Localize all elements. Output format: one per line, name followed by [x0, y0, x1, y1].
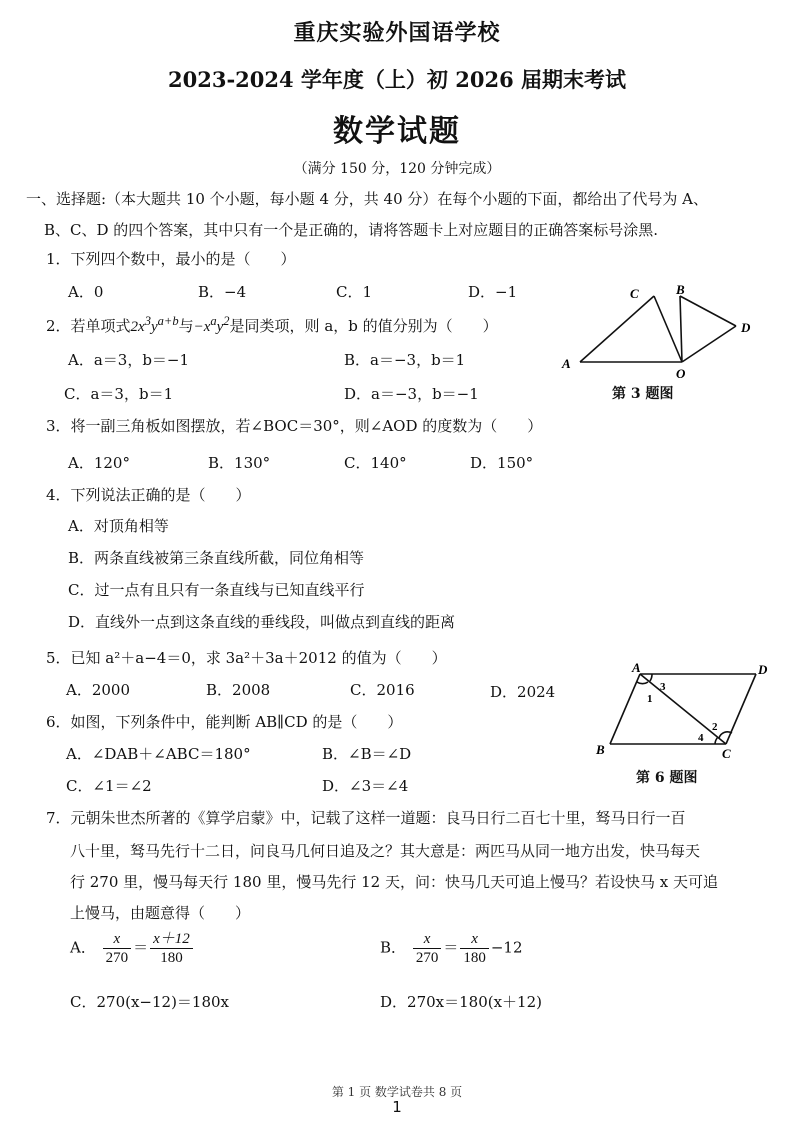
q7-text-line2: 八十里，驽马先行十二日，问良马几何日追及之？其大意是：两匹马从同一地方出发，快马每天	[70, 842, 701, 860]
q1-option-b: B．−4	[198, 283, 247, 301]
q7-b-num-right: x	[460, 930, 489, 949]
q7-text-line3: 行 270 里，慢马每天行 180 里，慢马先行 12 天，问：快马几天可追上慢马？若设快马 x 天可追	[70, 873, 718, 891]
q3-option-c: C．140°	[344, 454, 407, 472]
q7-option-b	[380, 930, 522, 967]
fig3-label-d: D	[741, 320, 751, 335]
q4-option-b: B．两条直线被第三条直线所截，同位角相等	[68, 549, 365, 567]
q7-a-den-left: 270	[105, 950, 129, 966]
fig6-angle-1: 1	[647, 693, 653, 705]
page-footer: 第 1 页 数学试卷共 8 页	[331, 1085, 463, 1099]
q3-option-b: B．130°	[208, 454, 271, 472]
q4-option-a: A．对顶角相等	[68, 517, 169, 535]
section-instructions-line2: B、C、D 的四个答案，其中只有一个是正确的，请将答题卡上对应题目的正确答案标号涂黑.	[44, 221, 659, 239]
q7-b-fraction-right	[460, 930, 489, 967]
q5-stem: 5．已知 a²＋a−4＝0，求 3a²＋3a＋2012 的值为（ ）	[46, 649, 447, 667]
q4-option-c: C．过一点有且只有一条直线与已知直线平行	[68, 581, 365, 599]
q7-a-den-right: 180	[160, 950, 183, 966]
fig6-angle-2: 2	[712, 721, 718, 733]
q6-option-d: D．∠3＝∠4	[322, 777, 409, 795]
q2-monomial-2: $-x^ay^2$	[193, 314, 230, 335]
q7-option-b-label: B．	[380, 938, 407, 957]
q4-stem: 4．下列说法正确的是（ ）	[46, 486, 251, 504]
fig3-label-a: A	[562, 356, 571, 371]
figure-q3-diagram	[552, 282, 764, 382]
q7-text-line1: 7．元朝朱世杰所著的《算学启蒙》中，记载了这样一道题：良马日行二百七十里，驽马日行一百	[46, 809, 686, 827]
figure-q6-lines	[610, 674, 756, 744]
q2-monomial-1: $2x^3y^{a+b}$	[130, 314, 179, 335]
fig6-angle-4: 4	[698, 732, 704, 744]
q3-stem: 3．将一副三角板如图摆放，若∠BOC＝30°，则∠AOD 的度数为（ ）	[46, 417, 543, 435]
q7-a-num-right: x＋12	[150, 930, 193, 949]
q2-stem-pre: 2．若单项式	[46, 317, 131, 335]
q7-option-a	[70, 930, 195, 967]
q2-stem-mid: 与	[178, 317, 194, 335]
figure-q6-caption: 第 6 题图	[636, 770, 698, 786]
q7-b-fraction-left	[413, 930, 442, 967]
q6-option-a: A．∠DAB＋∠ABC＝180°	[66, 745, 251, 763]
fig6-label-c: C	[722, 746, 731, 760]
q2-stem	[46, 314, 498, 336]
fig6-label-b: B	[596, 742, 605, 757]
school-name: 重庆实验外国语学校	[293, 20, 501, 46]
score-note: （满分 150 分，120 分钟完成）	[293, 161, 501, 177]
q7-b-equals: ＝	[443, 938, 459, 957]
subject-title: 数学试题	[333, 114, 461, 149]
q3-option-d: D．150°	[470, 454, 534, 472]
fig6-angle-3: 3	[660, 681, 666, 693]
fig3-label-c: C	[630, 286, 639, 301]
q6-option-b: B．∠B＝∠D	[322, 745, 412, 763]
q5-option-b: B．2008	[206, 681, 271, 699]
q7-text-line4: 上慢马，由题意得（ ）	[70, 904, 251, 922]
figure-q6-diagram	[592, 660, 778, 760]
q2-stem-post: 是同类项，则 a，b 的值分别为（ ）	[229, 317, 498, 335]
q1-stem: 1．下列四个数中，最小的是（ ）	[46, 250, 296, 268]
q5-option-a: A．2000	[66, 681, 131, 699]
q7-a-fraction-right	[150, 930, 193, 967]
q7-b-num-left: x	[413, 930, 442, 949]
fig6-label-a: A	[632, 660, 641, 675]
q7-option-d: D．270x＝180(x＋12)	[380, 993, 542, 1011]
q1-option-a: A．0	[68, 283, 104, 301]
q4-option-d: D．直线外一点到这条直线的垂线段，叫做点到直线的距离	[68, 613, 456, 631]
q7-option-a-label: A．	[70, 938, 96, 957]
q2-option-a: A．a＝3，b＝−1	[68, 351, 190, 369]
q7-option-c: C．270(x−12)＝180x	[70, 993, 230, 1011]
figure-q3-caption: 第 3 题图	[612, 386, 674, 402]
q2-option-d: D．a＝−3，b＝−1	[344, 385, 479, 403]
q1-option-c: C．1	[336, 283, 373, 301]
fig3-label-o: O	[676, 366, 686, 381]
q7-a-num-left: x	[103, 930, 132, 949]
exam-title: 2023-2024 学年度（上）初 2026 届期末考试	[168, 67, 626, 92]
section-instructions-line1: 一、选择题:（本大题共 10 个小题，每小题 4 分，共 40 分）在每个小题的下面，都给出了代号为 A、	[26, 190, 708, 208]
q7-b-den-left: 270	[415, 950, 439, 966]
q7-b-tail: −12	[490, 938, 523, 957]
fig6-label-d: D	[758, 662, 768, 677]
q1-option-d: D．−1	[468, 283, 518, 301]
q7-b-den-right: 180	[463, 950, 486, 966]
q7-a-fraction-left	[103, 930, 132, 967]
figure-q3-lines	[580, 296, 736, 362]
q7-a-equals: ＝	[133, 938, 149, 957]
q3-option-a: A．120°	[68, 454, 130, 472]
q2-option-c: C．a＝3，b＝1	[64, 385, 174, 403]
q6-stem: 6．如图，下列条件中，能判断 AB∥CD 的是（ ）	[46, 713, 403, 731]
q6-option-c: C．∠1＝∠2	[66, 777, 152, 795]
fig3-label-b: B	[676, 282, 685, 297]
page-number: 1	[392, 1098, 402, 1116]
q2-option-b: B．a＝−3，b＝1	[344, 351, 466, 369]
q5-option-c: C．2016	[350, 681, 415, 699]
q5-option-d: D．2024	[490, 683, 556, 701]
